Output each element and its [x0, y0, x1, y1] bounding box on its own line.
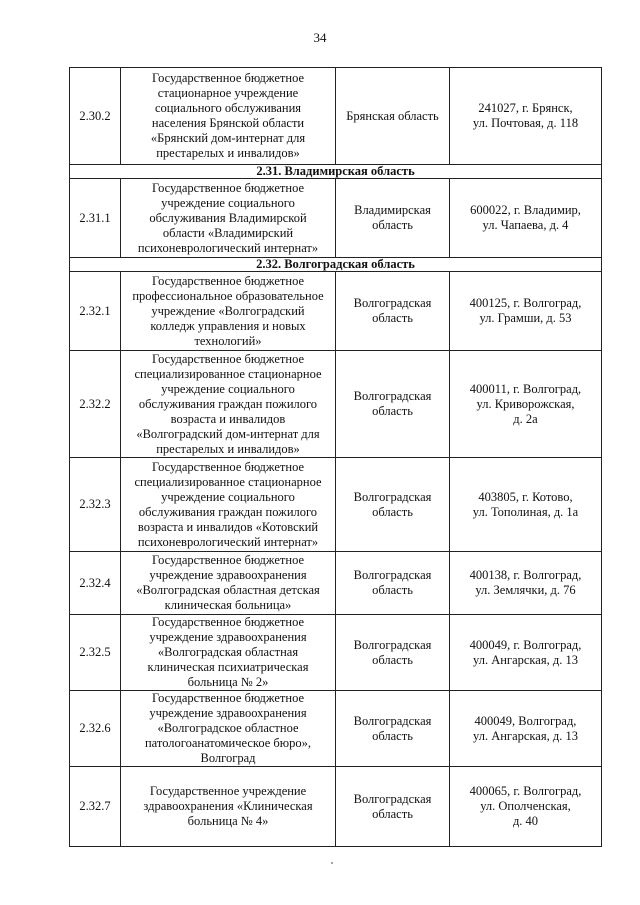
region: Волгоградская область — [336, 691, 450, 767]
section-title: 2.31. Владимирская область — [70, 165, 602, 179]
institution-name: Государственное бюджетное учреждение здравоохранения «Волгоградское областное патологоанатомическое бюро», Волгоград — [121, 691, 336, 767]
region: Волгоградская область — [336, 615, 450, 691]
region: Волгоградская область — [336, 767, 450, 847]
row-number: 2.32.1 — [70, 272, 121, 351]
row-number: 2.32.6 — [70, 691, 121, 767]
institution-name: Государственное бюджетное учреждение социального обслуживания Владимирской области «Владимирский психоневрологический интернат» — [121, 179, 336, 258]
region: Волгоградская область — [336, 458, 450, 552]
table-row — [70, 68, 602, 165]
row-number: 2.32.7 — [70, 767, 121, 847]
institution-name: Государственное бюджетное учреждение здравоохранения «Волгоградская областная клиническая психиатрическая больница № 2» — [121, 615, 336, 691]
table-row — [70, 272, 602, 351]
section-header — [70, 165, 602, 179]
address: 400049, г. Волгоград, ул. Ангарская, д. 13 — [450, 615, 602, 691]
address: 400138, г. Волгоград, ул. Землячки, д. 76 — [450, 552, 602, 615]
region: Волгоградская область — [336, 552, 450, 615]
table-row — [70, 458, 602, 552]
row-number: 2.32.4 — [70, 552, 121, 615]
address: 400011, г. Волгоград, ул. Криворожская, д. 2а — [450, 351, 602, 458]
table-row — [70, 615, 602, 691]
table-row — [70, 767, 602, 847]
address: 400065, г. Волгоград, ул. Ополченская, д. 40 — [450, 767, 602, 847]
institution-name: Государственное бюджетное учреждение здравоохранения «Волгоградская областная детская клиническая больница» — [121, 552, 336, 615]
scan-speck — [331, 862, 333, 864]
address: 400049, Волгоград, ул. Ангарская, д. 13 — [450, 691, 602, 767]
region: Волгоградская область — [336, 272, 450, 351]
institution-name: Государственное бюджетное стационарное учреждение социального обслуживания населения Брянской области «Брянский дом-интернат для престарелых и инвалидов» — [121, 68, 336, 165]
row-number: 2.32.2 — [70, 351, 121, 458]
institution-name: Государственное бюджетное специализированное стационарное учреждение социального обслуживания граждан пожилого возраста и инвалидов «Волгоградский дом-интернат для престарелых и инвалидов» — [121, 351, 336, 458]
institution-name: Государственное учреждение здравоохранения «Клиническая больница № 4» — [121, 767, 336, 847]
address: 241027, г. Брянск, ул. Почтовая, д. 118 — [450, 68, 602, 165]
section-header — [70, 258, 602, 272]
institution-name: Государственное бюджетное профессиональное образовательное учреждение «Волгоградский колледж управления и новых технологий» — [121, 272, 336, 351]
row-number: 2.32.5 — [70, 615, 121, 691]
region: Брянская область — [336, 68, 450, 165]
page-number: 34 — [313, 30, 327, 45]
region: Владимирская область — [336, 179, 450, 258]
table-row — [70, 179, 602, 258]
region: Волгоградская область — [336, 351, 450, 458]
institution-name: Государственное бюджетное специализированное стационарное учреждение социального обслуживания граждан пожилого возраста и инвалидов «Котовский психоневрологический интернат» — [121, 458, 336, 552]
address: 403805, г. Котово, ул. Тополиная, д. 1а — [450, 458, 602, 552]
row-number: 2.31.1 — [70, 179, 121, 258]
address: 400125, г. Волгоград, ул. Грамши, д. 53 — [450, 272, 602, 351]
table-row — [70, 351, 602, 458]
section-title: 2.32. Волгоградская область — [70, 258, 602, 272]
table-row — [70, 691, 602, 767]
address: 600022, г. Владимир, ул. Чапаева, д. 4 — [450, 179, 602, 258]
row-number: 2.32.3 — [70, 458, 121, 552]
institutions-table — [69, 67, 602, 847]
table-row — [70, 552, 602, 615]
row-number: 2.30.2 — [70, 68, 121, 165]
